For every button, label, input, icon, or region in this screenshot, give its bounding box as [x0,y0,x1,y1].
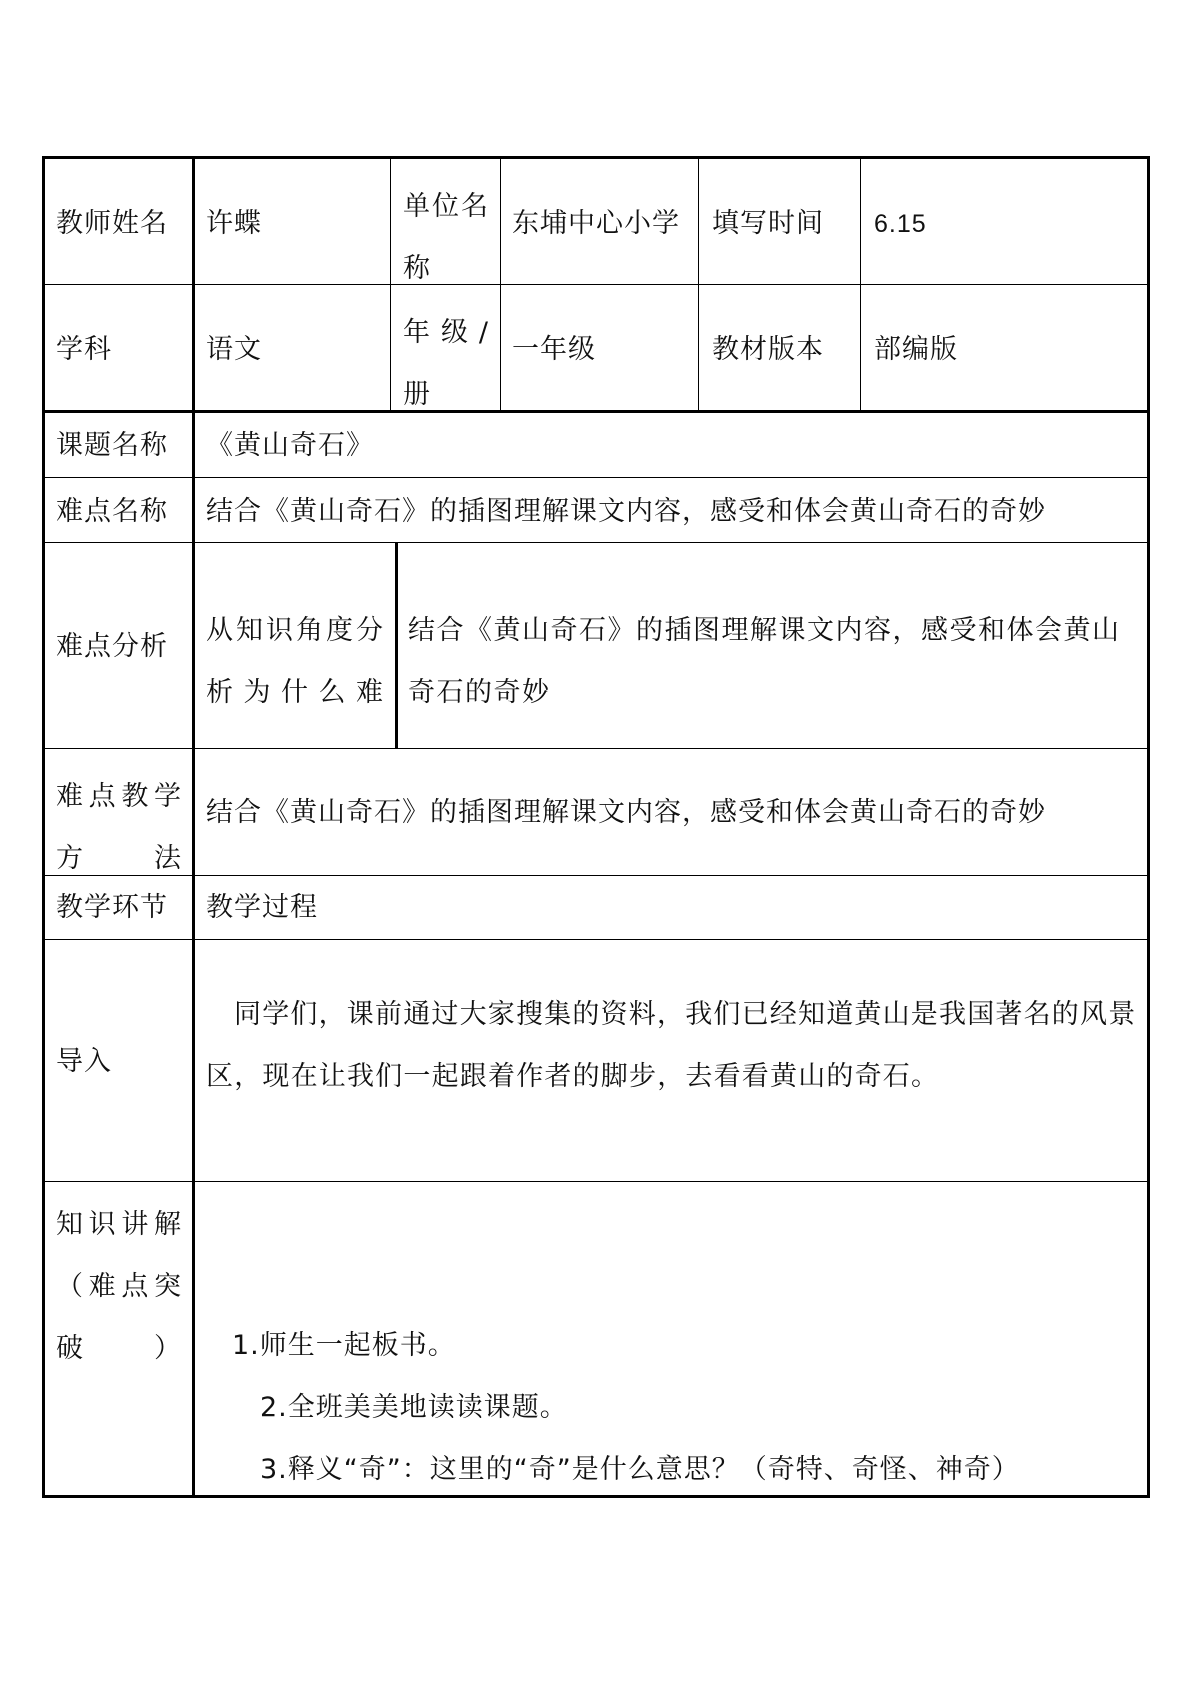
method-label: 难点教学方法 [56,781,182,874]
row-divider [42,875,1150,876]
grade-value: 一年级 [512,334,596,365]
knowledge-item: 1.师生一起板书。 [232,1330,456,1361]
process-header: 教学过程 [206,892,318,923]
subject-value: 语文 [206,334,262,365]
teacher-label: 教师姓名 [56,208,168,239]
subject-label: 学科 [56,334,112,365]
column-divider [395,542,398,748]
difficulty-label: 难点名称 [56,496,168,527]
row-divider [42,542,1150,543]
knowledge-label: 知识讲解（难点突破） [56,1209,182,1364]
grade-label: 年级/册 [403,317,489,410]
row-divider [42,748,1150,749]
column-divider [390,156,391,410]
unit-value: 东埔中心小学 [512,208,680,239]
analysis-label: 难点分析 [56,631,168,662]
date-label: 填写时间 [712,208,824,239]
edition-value: 部编版 [874,334,958,365]
topic-value: 《黄山奇石》 [206,430,374,461]
edition-label: 教材版本 [712,334,824,365]
analysis-sub-label: 从知识角度分析为什么难 [206,615,384,708]
column-divider [698,156,699,410]
intro-text: 同学们，课前通过大家搜集的资料，我们已经知道黄山是我国著名的风景区，现在让我们一起跟着作者的脚步，去看看黄山的奇石。 [206,999,1137,1092]
intro-label: 导入 [56,1046,112,1077]
unit-label: 单位名称 [403,191,489,284]
date-value: 6.15 [874,210,927,238]
analysis-value: 结合《黄山奇石》的插图理解课文内容，感受和体会黄山奇石的奇妙 [408,615,1121,708]
row-divider [42,939,1150,940]
knowledge-item: 2.全班美美地读读课题。 [260,1392,568,1423]
stage-header: 教学环节 [56,892,168,923]
teacher-value: 许蝶 [206,208,262,239]
row-divider [42,1181,1150,1182]
column-divider [500,156,501,410]
row-divider [42,284,1150,285]
column-divider [192,156,195,1498]
knowledge-item: 3.释义“奇”：这里的“奇”是什么意思？（奇特、奇怪、神奇） [260,1454,1020,1485]
topic-label: 课题名称 [56,430,168,461]
method-value: 结合《黄山奇石》的插图理解课文内容，感受和体会黄山奇石的奇妙 [206,797,1046,828]
row-divider [42,410,1150,413]
column-divider [860,156,861,410]
row-divider [42,477,1150,478]
difficulty-value: 结合《黄山奇石》的插图理解课文内容，感受和体会黄山奇石的奇妙 [206,496,1046,527]
